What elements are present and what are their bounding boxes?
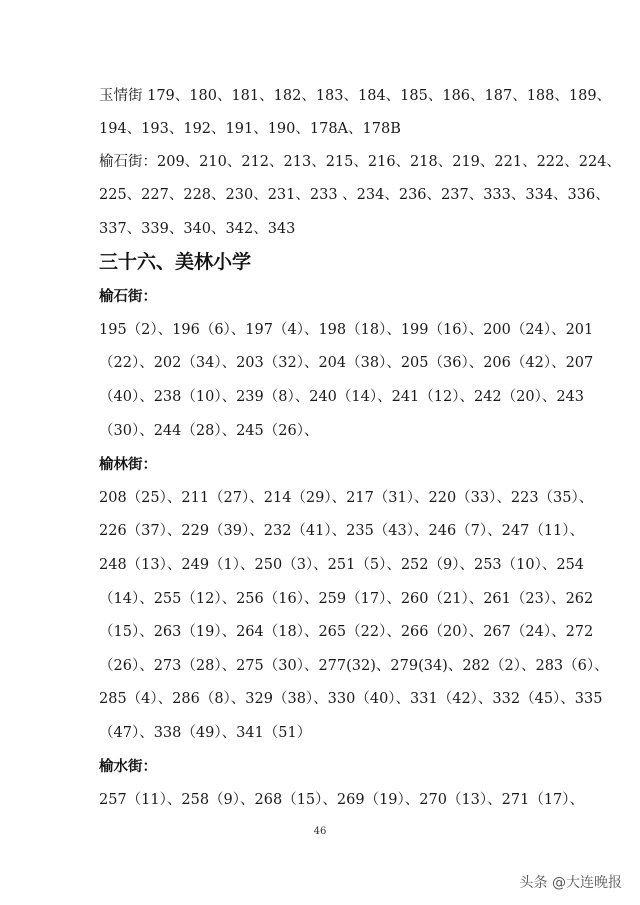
subsection-heading: 榆石街： — [99, 289, 157, 305]
text-line: （22）、202（34）、203（32）、204（38）、205（36）、206（42）、207 — [99, 355, 594, 371]
text-line: 208（25）、211（27）、214（29）、217（31）、220（33）、223（35）、 — [99, 490, 594, 506]
text-line: 257（11）、258（9）、268（15）、269（19）、270（13）、271（17）、 — [99, 792, 585, 808]
text-line: 玉情街 179、180、181、182、183、184、185、186、187、188、189、 — [99, 88, 612, 104]
text-line: （15）、263（19）、264（18）、265（22）、266（20）、267（24）、272 — [99, 624, 594, 640]
text-line: 195（2）、196（6）、197（4）、198（18）、199（16）、200（24）、201 — [99, 322, 594, 338]
text-line: 285（4）、286（8）、329（38）、330（40）、331（42）、332（45）、335 — [99, 691, 603, 707]
text-line: （30）、244（28）、245（26）、 — [99, 423, 319, 439]
watermark: 头条 @大连晚报 — [519, 875, 622, 891]
subsection-heading: 榆水街： — [99, 759, 157, 775]
page-number: 46 — [313, 826, 327, 837]
text-line: （14）、255（12）、256（16）、259（17）、260（21）、261（23）、262 — [99, 591, 594, 607]
text-line: 榆石街：209、210、212、213、215、216、218、219、221、222、224、 — [99, 154, 621, 170]
text-line: （40）、238（10）、239（8）、240（14）、241（12）、242（20）、243 — [99, 389, 585, 405]
text-line: （47）、338（49）、341（51） — [99, 725, 312, 741]
text-line: 194、193、192、191、190、178A、178B — [99, 121, 401, 137]
text-line: 225、227、228、230、231、233 、234、236、237、333、334、336、 — [99, 187, 610, 203]
text-line: 226（37）、229（39）、232（41）、235（43）、246（7）、247（11）、 — [99, 523, 585, 539]
subsection-heading: 榆林街： — [99, 457, 157, 473]
text-line: （26）、273（28）、275（30）、277(32)、279(34)、282（2）、283（6）、 — [99, 658, 609, 674]
text-line: 248（13）、249（1）、250（3）、251（5）、252（9）、253（10）、254 — [99, 557, 585, 573]
section-heading: 三十六、美林小学 — [99, 251, 252, 273]
text-line: 337、339、340、342、343 — [99, 221, 296, 237]
